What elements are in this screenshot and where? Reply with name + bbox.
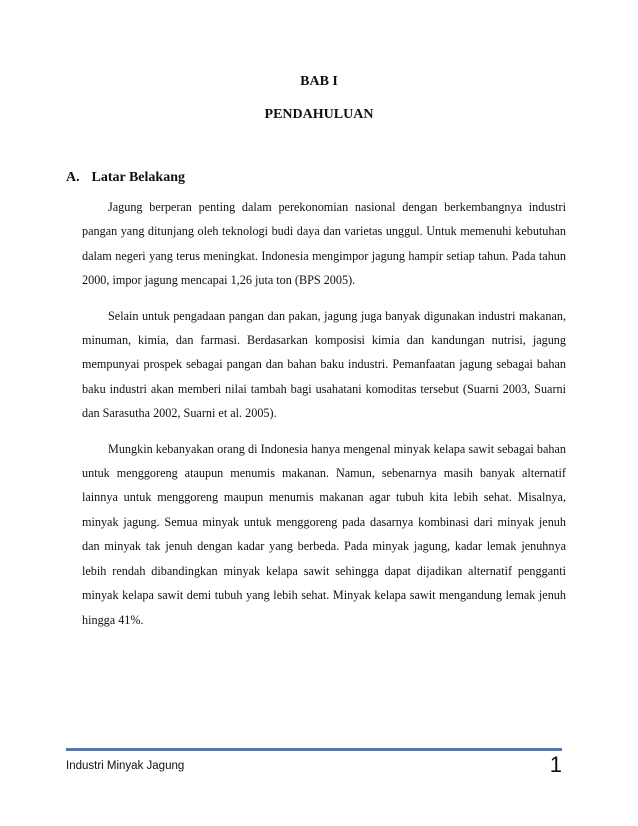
chapter-label: BAB I — [300, 74, 338, 89]
paragraph: Selain untuk pengadaan pangan dan pakan, jagung juga banyak digunakan industri makanan, minuman, kimia, dan farmasi. Berdasarkan komposisi kimia dan kandungan nutrisi, jagung mempunyai prospek sebagai pangan dan bahan baku industri. Pemanfaatan jagung sebagai bahan baku industri akan memberi nilai tambah bagi usahatani komoditas tersebut (Suarni 2003, Suarni dan Sarasutha 2002, Suarni et al. 2005). — [82, 308, 566, 421]
body-text — [82, 195, 566, 643]
page-number: 1 — [549, 752, 562, 777]
section-number: A. — [66, 170, 80, 185]
section-title: Latar Belakang — [91, 170, 185, 185]
footer-document-title: Industri Minyak Jagung — [66, 760, 185, 772]
footer-rule — [66, 748, 562, 751]
paragraph: Jagung berperan penting dalam perekonomian nasional dengan berkembangnya industri pangan yang ditunjang oleh teknologi budi daya dan varietas unggul. Untuk memenuhi kebutuhan dalam negeri yang terus meningkat. Indonesia mengimpor jagung hampir setiap tahun. Pada tahun 2000, impor jagung mencapai 1,26 juta ton (BPS 2005). — [82, 200, 566, 288]
section-heading — [66, 170, 185, 186]
paragraph: Mungkin kebanyakan orang di Indonesia hanya mengenal minyak kelapa sawit sebagai bahan untuk menggoreng ataupun menumis makanan. Namun, sebenarnya masih banyak alternatif lainnya untuk menggoreng maupun menumis makanan agar tubuh kita lebih sehat. Misalnya, minyak jagung. Semua minyak untuk menggoreng pada dasarnya kombinasi dari minyak jenuh dan minyak tak jenuh dengan kadar yang berbeda. Pada minyak jagung, kadar lemak jenuhnya lebih rendah dibandingkan minyak kelapa sawit sehingga dapat dijadikan alternatif pengganti minyak kelapa sawit demi tubuh yang lebih sehat. Minyak kelapa sawit mengandung lemak jenuh hingga 41%. — [82, 441, 566, 627]
chapter-title: PENDAHULUAN — [264, 107, 374, 122]
